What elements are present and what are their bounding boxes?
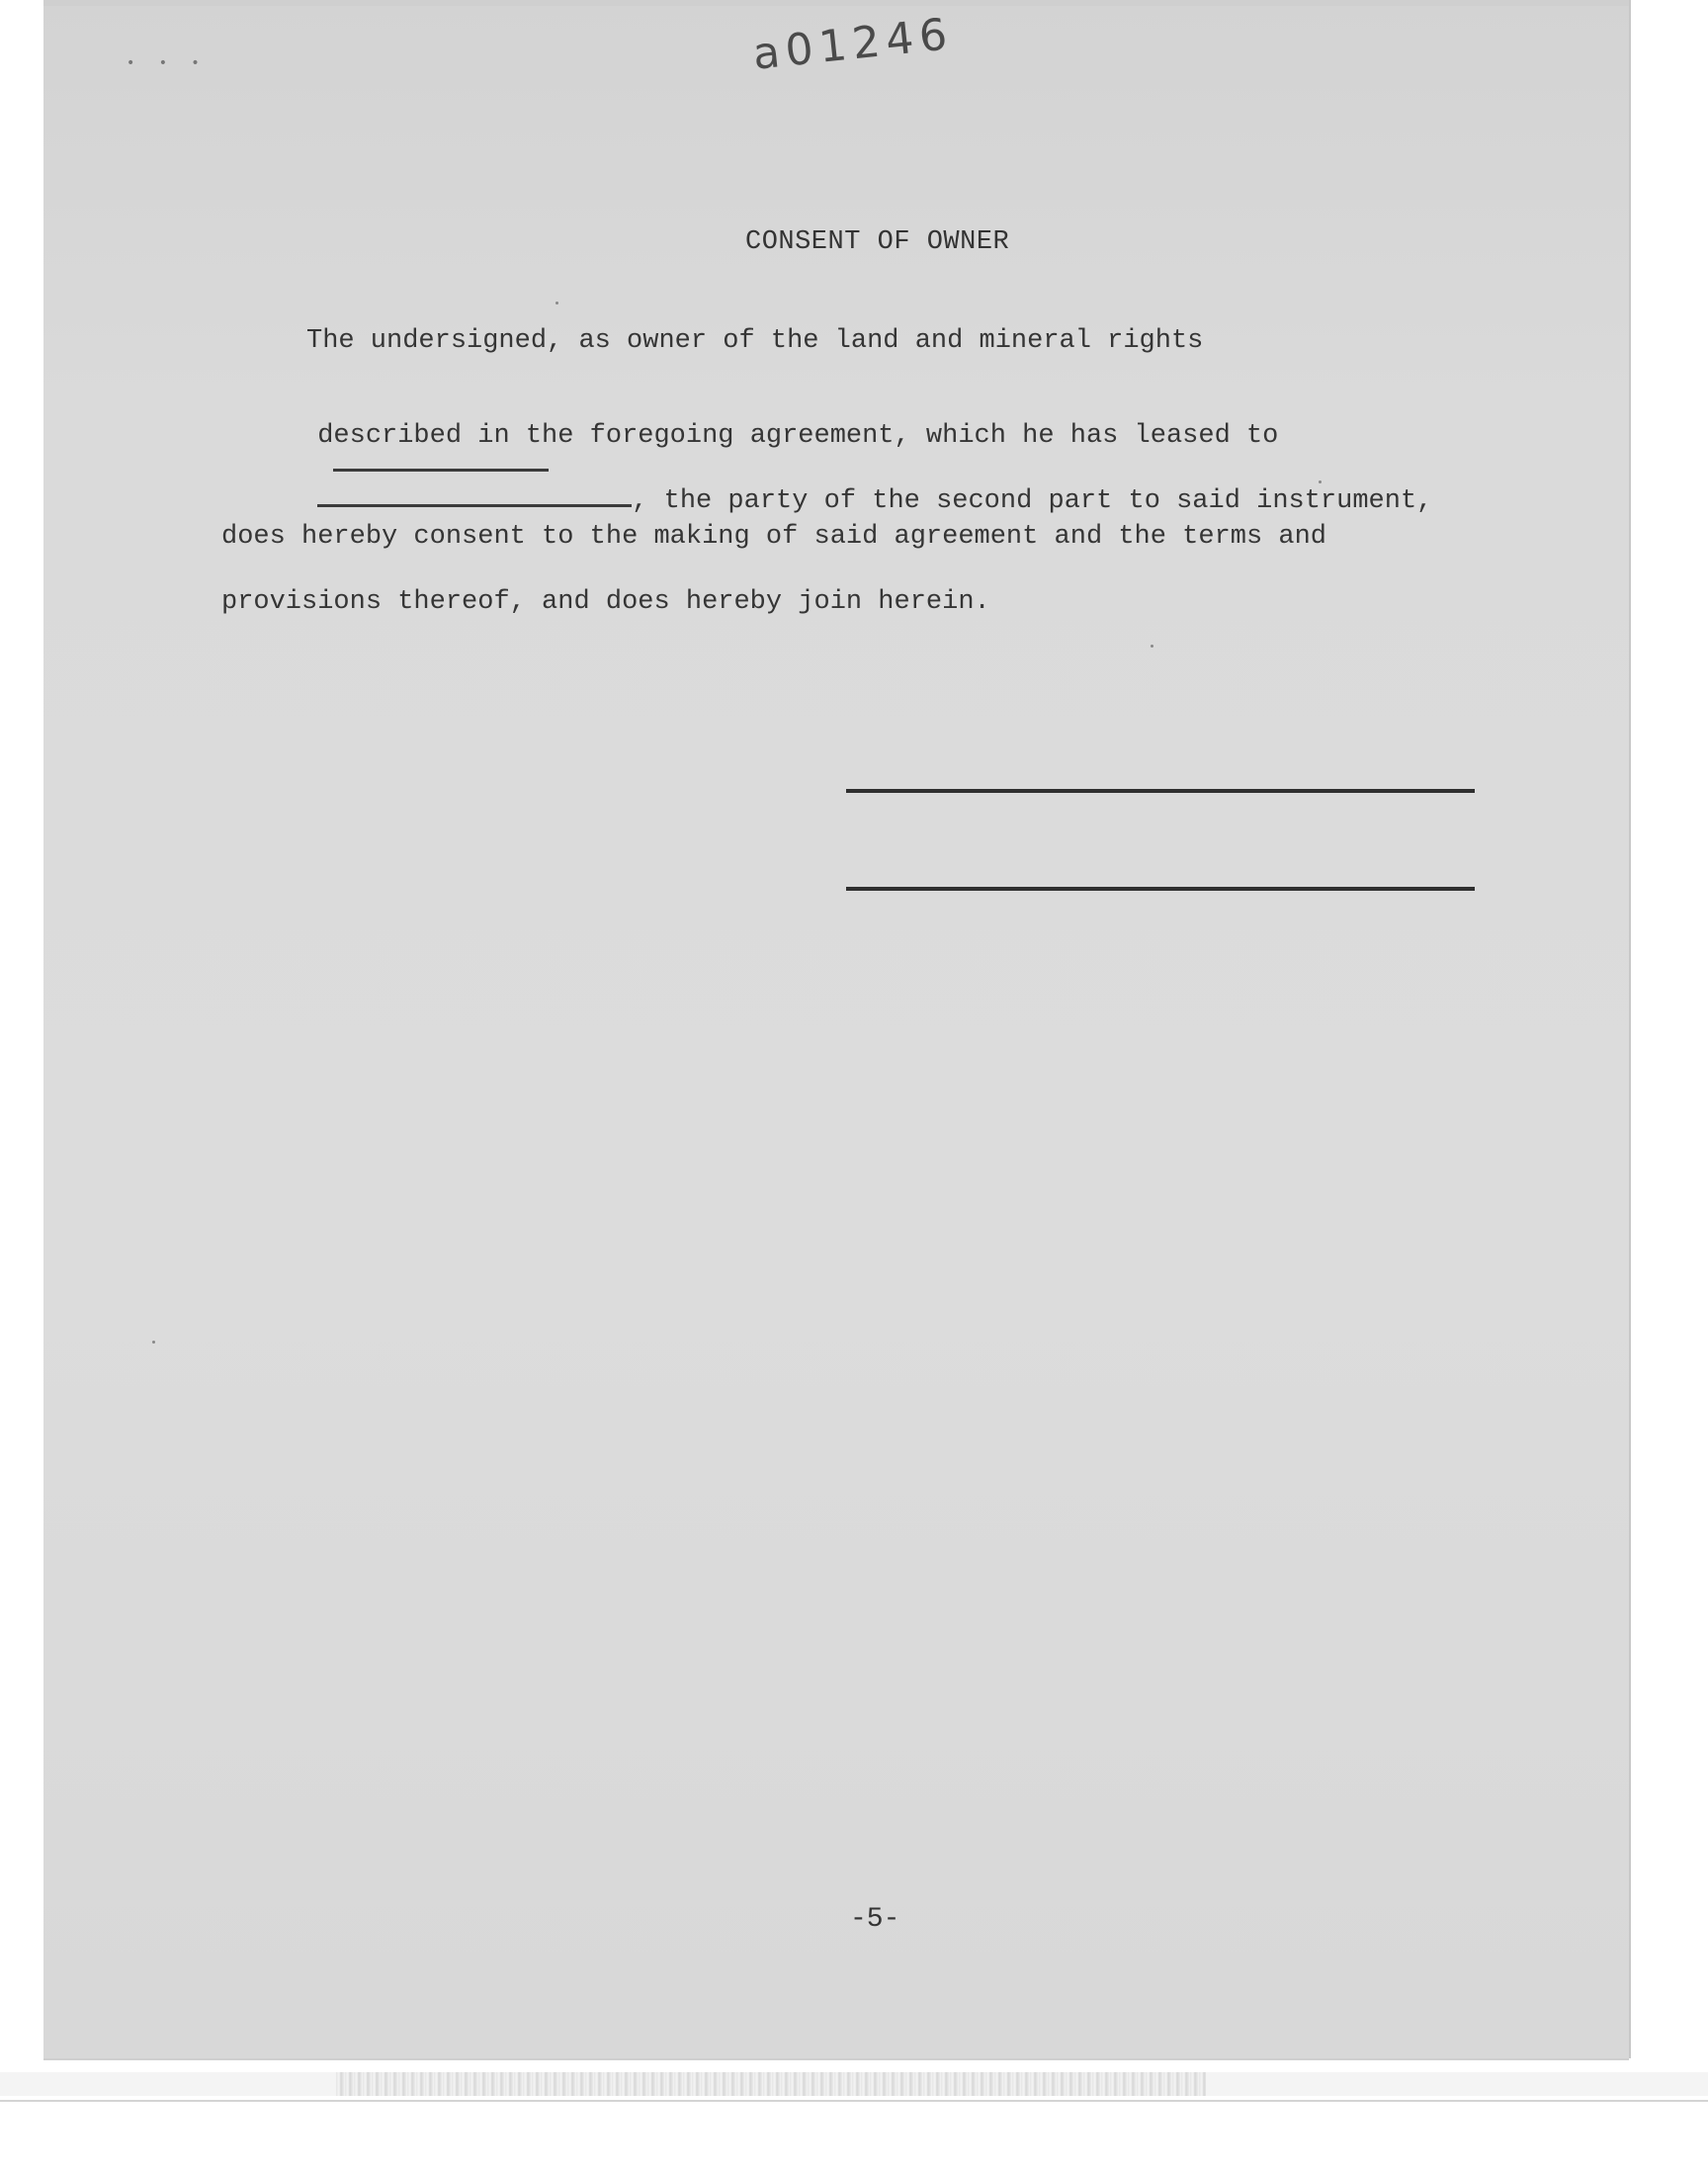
page-number: -5- xyxy=(850,1904,900,1935)
body-line-3-text: , the party of the second part to said instrument, xyxy=(632,486,1433,516)
paper-speck xyxy=(152,1341,155,1344)
lessee-blank-continuation xyxy=(317,503,632,507)
paper-top-edge xyxy=(43,0,1629,6)
body-line-5: provisions thereof, and does hereby join herein. xyxy=(221,587,990,617)
scanner-artifact xyxy=(336,2072,1206,2096)
paper-texture xyxy=(43,0,1629,2058)
signature-line-2 xyxy=(846,887,1475,891)
signature-line-1 xyxy=(846,789,1475,793)
paper-speck xyxy=(1151,645,1153,648)
body-line-4: does hereby consent to the making of said agreement and the terms and xyxy=(221,522,1326,552)
document-title: CONSENT OF OWNER xyxy=(745,227,1010,257)
handwritten-document-number: a01246 xyxy=(750,8,956,80)
scanner-line xyxy=(0,2100,1708,2102)
paper-speck xyxy=(555,302,558,304)
document-page xyxy=(43,0,1629,2058)
corner-marks: • • • xyxy=(127,55,210,71)
body-line-1: The undersigned, as owner of the land and mineral rights xyxy=(306,326,1204,356)
paper-speck xyxy=(1319,480,1322,483)
body-line-2-text: described in the foregoing agreement, which he has leased to xyxy=(317,421,1279,451)
